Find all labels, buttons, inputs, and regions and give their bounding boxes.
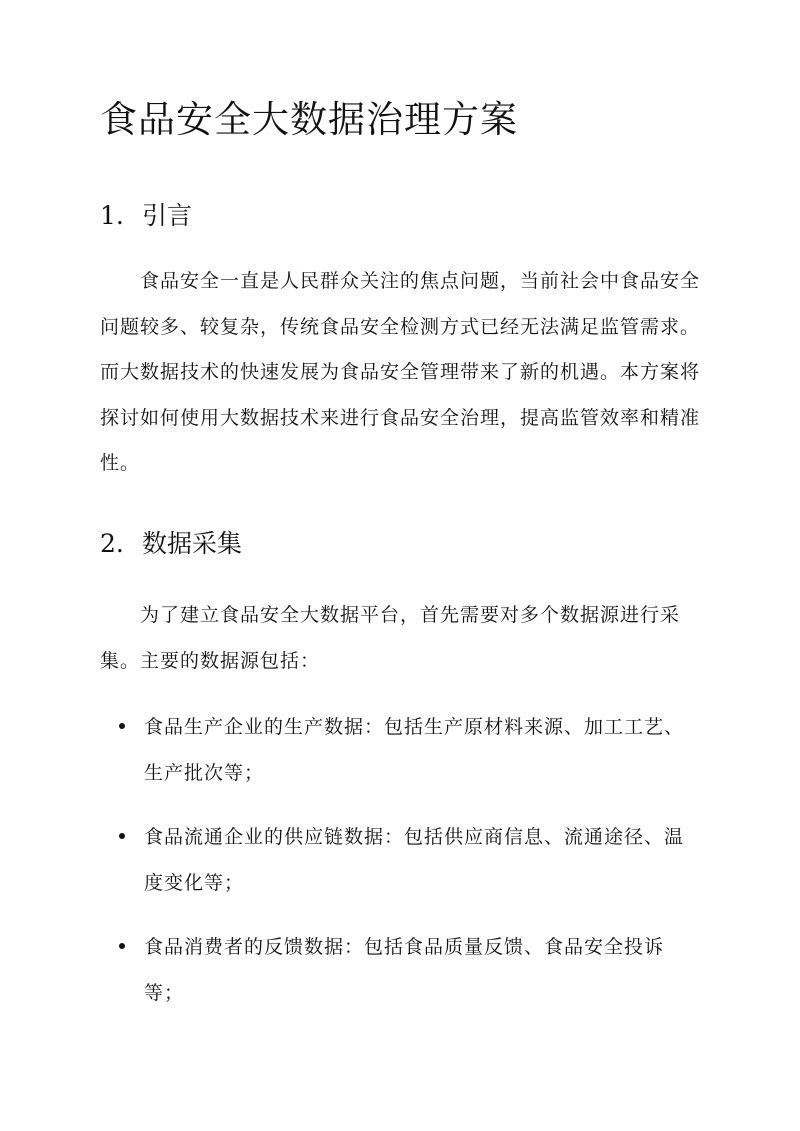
data-source-list [100, 705, 700, 1035]
section-2-title: 数据采集 [142, 529, 243, 558]
section-1-number: 1. [100, 201, 124, 230]
section-1-title: 引言 [142, 201, 193, 230]
section-2-heading [100, 527, 700, 561]
introduction-paragraph: 食品安全一直是人民群众关注的焦点问题，当前社会中食品安全问题较多、较复杂，传统食品安全检测方式已经无法满足监管需求。而大数据技术的快速发展为食品安全管理带来了新的机遇。本方案将探讨如何使用大数据技术来进行食品安全治理，提高监管效率和精准性。 [100, 270, 701, 474]
list-item-text: 食品流通企业的供应链数据：包括供应商信息、流通途径、温度变化等； [144, 826, 685, 894]
list-item-text: 食品生产企业的生产数据：包括生产原材料来源、加工工艺、生产批次等； [144, 716, 685, 784]
bullet-icon [119, 833, 125, 839]
section-2-number: 2. [100, 529, 124, 558]
list-item [100, 815, 700, 906]
bullet-icon [119, 723, 125, 729]
section-1-heading [100, 199, 700, 233]
bullet-icon [119, 943, 125, 949]
list-item-text: 食品消费者的反馈数据：包括食品质量反馈、食品安全投诉等； [144, 936, 665, 1004]
list-item [100, 705, 700, 796]
document-title: 食品安全大数据治理方案 [100, 98, 518, 141]
list-item [100, 925, 700, 1016]
data-collection-paragraph: 为了建立食品安全大数据平台，首先需要对多个数据源进行采集。主要的数据源包括： [100, 604, 681, 672]
